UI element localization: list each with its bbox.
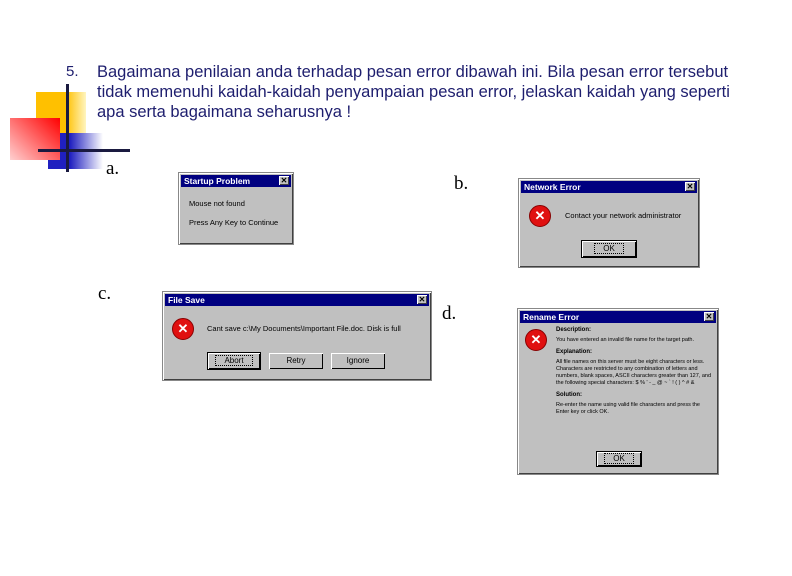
dialog-startup-problem [178,172,294,245]
close-icon[interactable]: ✕ [280,176,288,185]
label-b: b. [454,173,469,194]
abort-button[interactable]: Abort [208,353,260,369]
explanation-heading: Explanation: [556,349,593,355]
deco-horizontal-line [38,149,130,152]
question-text: Bagaimana penilaian anda terhadap pesan error dibawah ini. Bila pesan error tersebut tidak memenuhi kaidah-kaidah penyampaian pesan error, jelaskan kaidah yang seperti apa serta bagaimana seharusnya ! [97,63,730,121]
message-line: Press Any Key to Continue [189,218,279,227]
ok-button[interactable]: OK [582,241,636,257]
close-icon[interactable]: ✕ [705,312,713,321]
error-icon: ✕ [525,329,547,351]
close-icon[interactable]: ✕ [686,182,694,191]
description-heading: Description: [556,327,592,333]
dialog-title: File Save [168,295,205,305]
dialog-title: Rename Error [523,312,580,322]
dialog-network-error [518,178,700,268]
message-line: Mouse not found [189,199,245,208]
error-icon: ✕ [172,318,194,340]
question-number: 5. [66,63,79,80]
ok-button[interactable]: OK [597,452,641,466]
error-message: Contact your network administrator [565,211,682,220]
label-a: a. [106,158,120,179]
close-icon[interactable]: ✕ [418,295,426,304]
error-icon: ✕ [529,205,551,227]
dialog-title: Startup Problem [184,176,251,186]
description-text: You have entered an invalid file name for the target path. [556,337,695,343]
question [66,62,746,122]
explanation-text: All file names on this server must be eight characters or less. Characters are restricted to any combination of letters and numbers, blank spaces, ASCII characters greater than 127, and the following special characters: $ % ' - _ @ ~ ` ! ( ) ^ # & [556,359,712,386]
ignore-button[interactable]: Ignore [331,353,385,369]
solution-heading: Solution: [556,392,582,398]
error-message: Cant save c:\My Documents\Important File.doc. Disk is full [207,324,401,333]
solution-text: Re-enter the name using valid file characters and press the Enter key or click OK. [556,402,700,415]
dialog-rename-error [517,308,719,475]
label-d: d. [442,303,457,324]
dialog-file-save [162,291,432,381]
label-c: c. [98,283,112,304]
retry-button[interactable]: Retry [269,353,323,369]
deco-red-square [10,118,60,160]
dialog-title: Network Error [524,182,581,192]
